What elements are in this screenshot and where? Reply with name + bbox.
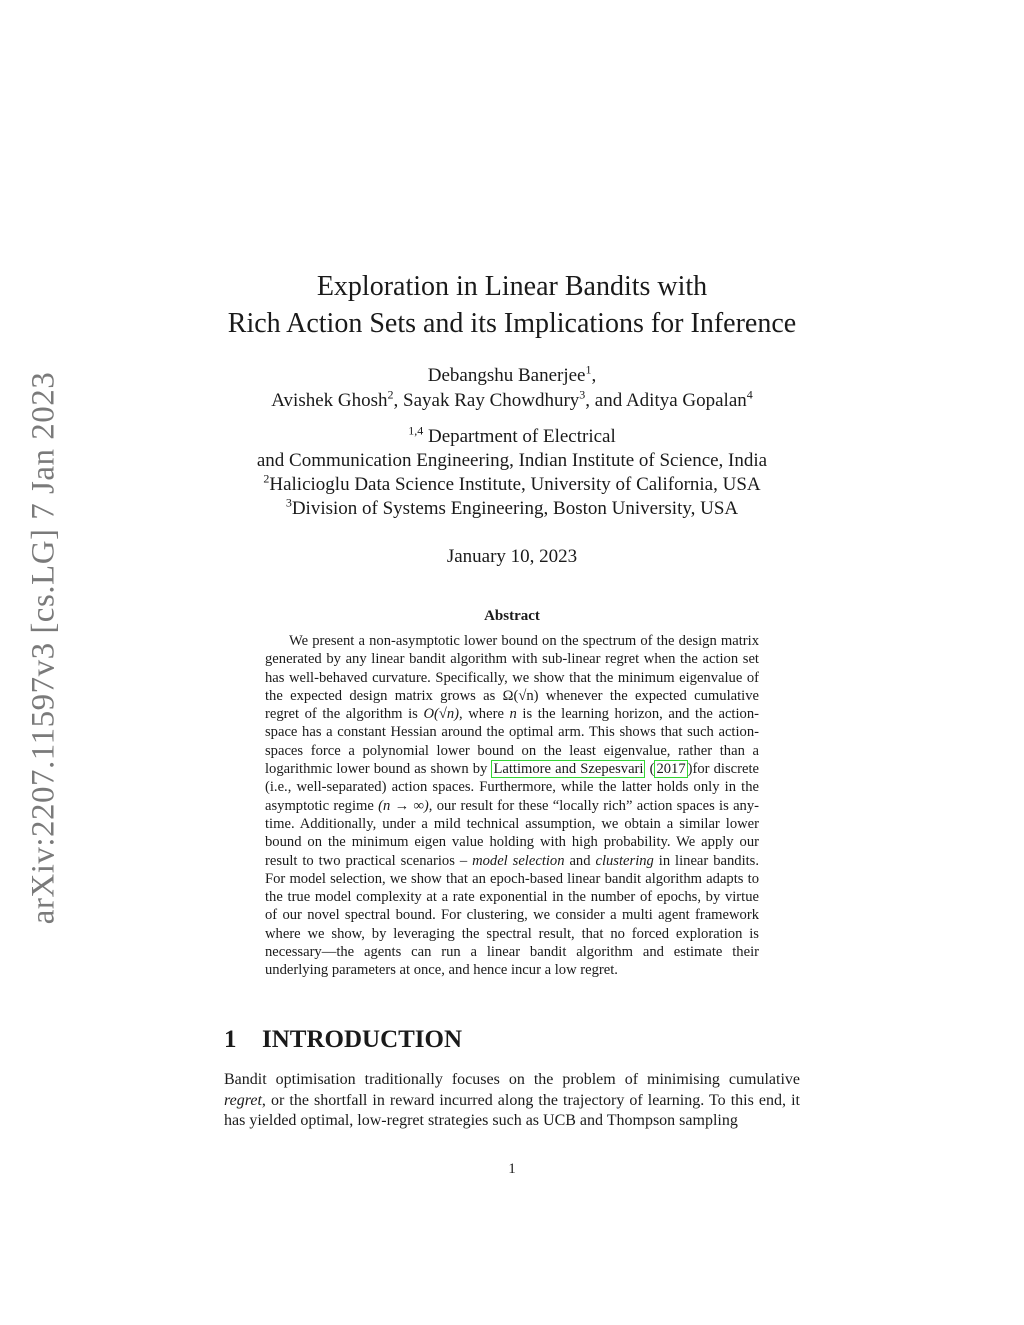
author-name: Avishek Ghosh	[271, 390, 388, 411]
affiliation-marker: 3	[285, 495, 292, 510]
page-number: 1	[508, 1161, 516, 1177]
publication-date: January 10, 2023	[446, 546, 578, 567]
section-title: INTRODUCTION	[262, 1026, 463, 1053]
affiliation-text: Halicioglu Data Science Institute, University of California, USA	[269, 474, 761, 495]
citation-link-author[interactable]: Lattimore and Szepesvari	[493, 761, 644, 778]
author-list	[0, 363, 1024, 413]
author-line-1: Debangshu Banerjee$^1$,	[427, 362, 597, 386]
affiliation-1	[0, 425, 1024, 449]
title-line-1: Exploration in Linear Bandits with	[316, 271, 708, 302]
author-separator: , and	[585, 390, 626, 411]
abstract-heading: Abstract	[484, 608, 540, 624]
author-name: Debangshu Banerjee	[427, 365, 586, 386]
math-expression: Ω(√n)	[502, 687, 539, 704]
math-expression: n	[509, 706, 517, 723]
section-heading-introduction	[224, 1026, 462, 1054]
abstract-body: We present a non-asymptotic lower bound on the spectrum of the design matrix generated by any linear bandit algorithm with sub-linear regret when the action set has well-behaved curvature. Specifically, we show that the minimum eigenvalue of the expected design matrix grows as Ω(√n) whenever the expected cumulative regret of the algorithm is O(√n), where n is the learning horizon, and the action-space has a constant Hessian around the optimal arm. This shows that such action-spaces force a polynomial lower bound on the least eigenvalue, rather than a logarithmic lower bound as shown by Lattimore and Szepesvari ( 2017 )for discrete (i.e., well-separated) action spaces. Furthermore, while the latter holds only in the asymptotic regime (n → ∞), our result for these “locally rich” action spaces is any-time. Additionally, under a mild technical assumption, we obtain a similar lower bound on the minimum eigen value holding with high probability. We apply our result to two practical scenarios – model selection and clustering in linear bandits. For model selection, we show that an epoch-based linear bandit algorithm adapts to the true model complexity at a rate exponential in the number of epochs, by virtue of our novel spectral bound. For clustering, we consider a multi agent framework where we show, by leveraging the spectral result, that no forced exploration is necessary—the agents can run a linear bandit algorithm and estimate their underlying parameters at once, and hence incur a low regret.	[265, 633, 760, 979]
author-affiliation-marker: 2	[387, 387, 394, 402]
emphasized-term: model selection	[472, 852, 565, 869]
affiliations	[0, 425, 1024, 521]
abstract-text: We present a non-asymptotic lower bound on the spectrum of the design matrix generated by any linear bandit algorithm with sub-linear regret when the action set has well-behaved curvature. Specifically, we show that the minimum eigenvalue of the expected design matrix grows as	[265, 633, 759, 704]
affiliation-3	[0, 497, 1024, 521]
citation-link-year[interactable]: 2017	[656, 761, 686, 778]
arxiv-identifier[interactable]: arXiv:2207.11597v3 [cs.LG] 7 Jan 2023	[25, 371, 62, 925]
body-text: , or the shortfall in reward incurred along the trajectory of learning. To this end, it has yielded optimal, low-regret strategies such as UCB and Thompson sampling	[224, 1091, 800, 1129]
affiliation-marker: 2	[263, 471, 270, 486]
math-expression: (n → ∞)	[378, 797, 429, 814]
affiliation-text: Department of Electrical	[423, 426, 616, 447]
affiliation-text: Division of Systems Engineering, Boston University, USA	[291, 498, 739, 519]
math-expression: O(√n)	[423, 706, 460, 723]
author-affiliation-marker: 3	[579, 387, 586, 402]
abstract-text: is the learning horizon, and the action-space has a constant Hessian around the optimal arm. This shows that such action-spaces force a polynomial lower bound on the least eigenvalue, rather than a logarithmic lower bound as shown by	[265, 706, 759, 778]
abstract-text: , where	[459, 706, 510, 723]
author-line-2: Avishek Ghosh$^2$, Sayak Ray Chowdhury$^3$, and Aditya Gopalan$^4$	[271, 387, 753, 411]
abstract-text: in linear bandits. For model selection, we show that an epoch-based linear bandit algorithm adapts to the true model complexity at a rate exponential in the number of epochs, by virtue of our novel spectral bound. For clustering, we consider a multi agent framework where we show, by leveraging the spectral result, that no forced exploration is necessary—the agents can run a linear bandit algorithm and estimate their underlying parameters at once, and hence incur a low regret.	[265, 852, 760, 979]
title-line-2: Rich Action Sets and its Implications for Inference	[227, 308, 797, 339]
abstract-text: , our result for these “locally rich” action spaces is any-time. Additionally, under a mild technical assumption, we obtain a similar lower bound on the minimum eigen value holding with high probability. We apply our result to two practical scenarios –	[265, 797, 760, 869]
introduction-paragraph	[224, 1070, 800, 1132]
author-affiliation-marker: 1	[585, 362, 592, 377]
author-affiliation-marker: 4	[746, 387, 753, 402]
body-text: Bandit optimisation traditionally focuses on the problem of minimising cumulative	[224, 1071, 800, 1088]
author-name: Aditya Gopalan	[625, 390, 747, 411]
affiliation-1-cont: and Communication Engineering, Indian Institute of Science, India	[256, 450, 768, 471]
author-name: Sayak Ray Chowdhury	[403, 390, 580, 411]
affiliation-2	[0, 473, 1024, 497]
emphasized-term: clustering	[595, 852, 654, 869]
affiliation-marker: 1,4	[408, 423, 424, 438]
emphasized-term: regret	[224, 1091, 262, 1109]
abstract-text: whenever the expected cumulative regret of the algorithm is	[265, 687, 759, 723]
paper-title	[0, 268, 1024, 342]
section-number: 1	[224, 1026, 237, 1053]
abstract-text: and	[564, 852, 596, 869]
abstract-text: for discrete (i.e., well-separated) action spaces. Furthermore, while the latter holds only in the asymptotic regime	[265, 761, 760, 814]
